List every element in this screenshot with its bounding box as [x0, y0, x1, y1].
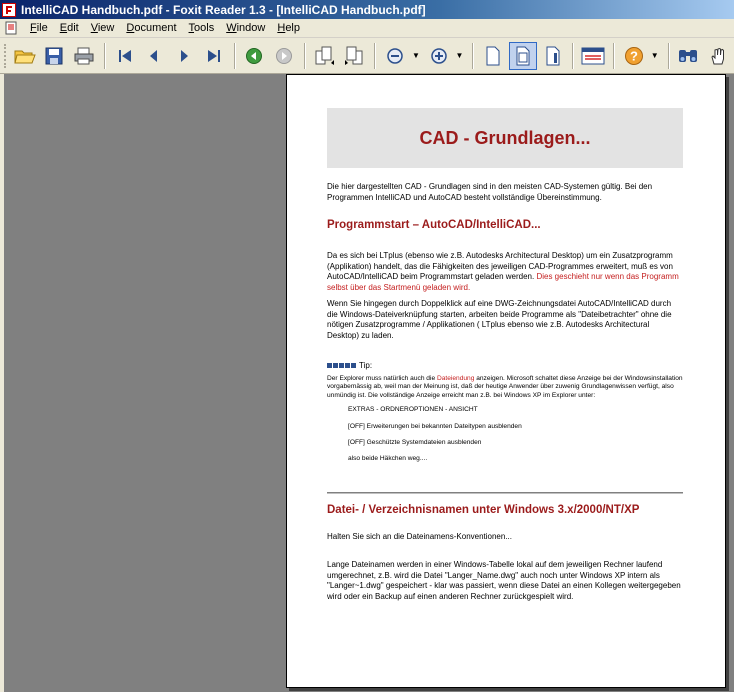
- tip-item-4: also beide Häkchen weg....: [348, 455, 428, 463]
- toolbar-separator: [304, 43, 305, 69]
- last-page-icon: [205, 47, 223, 65]
- rotate-left-icon: [314, 45, 336, 67]
- document-title: CAD - Grundlagen...: [327, 108, 683, 168]
- toolbar-grip[interactable]: [4, 44, 7, 68]
- hand-tool-icon: [709, 46, 727, 66]
- tip-item-1: EXTRAS - ORDNEROPTIONEN - ANSICHT: [348, 406, 478, 414]
- toolbar-separator: [234, 43, 235, 69]
- section-heading-dateinamen: Datei- / Verzeichnisnamen unter Windows 3.x/2000/NT/XP: [327, 503, 640, 516]
- rotate-right-icon: [343, 45, 365, 67]
- programmstart-note: Dies geschieht nur wenn das Programm selbst über das Startmenü geladen wird.: [327, 272, 679, 292]
- menu-bar: [0, 19, 734, 38]
- toolbar-separator: [668, 43, 669, 69]
- previous-page-icon: [145, 47, 163, 65]
- save-icon: [44, 46, 64, 66]
- tip-text-part-1: Der Explorer muss natürlich auch die: [327, 375, 436, 382]
- toolbar-separator: [472, 43, 473, 69]
- window-title: IntelliCAD Handbuch.pdf - Foxit Reader 1.3 - [IntelliCAD Handbuch.pdf]: [21, 2, 426, 17]
- document-viewport[interactable]: [0, 74, 734, 692]
- document-menu-icon[interactable]: [4, 21, 18, 35]
- section-divider: [327, 492, 683, 494]
- menu-tools[interactable]: Tools: [188, 21, 215, 34]
- menu-help[interactable]: Help: [277, 21, 300, 34]
- toolbar-separator: [374, 43, 375, 69]
- programmstart-text: Da es sich bei LTplus (ebenso wie z.B. Autodesks Architectural Desktop) um ein Zusatzprogramm (Applikation) handelt, das die Fähigkeiten des jeweiligen CAD-Programmes erweitert, muß es von AutoCAD/IntelliCAD beim Programmstart geladen werden.: [327, 251, 673, 281]
- print-icon: [73, 46, 95, 66]
- go-forward-icon: [275, 47, 293, 65]
- zoom-in-dropdown[interactable]: ▼: [455, 51, 464, 60]
- toolbar-separator: [613, 43, 614, 69]
- menu-window[interactable]: Window: [226, 21, 266, 34]
- menu-file[interactable]: File: [30, 21, 48, 34]
- tip-item-2: [OFF] Erweiterungen bei bekannten Dateitypen ausblenden: [348, 422, 522, 430]
- continuous-button[interactable]: [509, 42, 537, 70]
- toolbar-separator: [572, 43, 573, 69]
- intro-paragraph: Die hier dargestellten CAD - Grundlagen sind in den meisten CAD-Systemen gültig. Bei den Programmen IntelliCAD und AutoCAD besteht vollständige Übereinstimmung.: [327, 182, 653, 202]
- navigation-panel-edge[interactable]: [0, 74, 4, 692]
- programmstart-paragraph-2: Wenn Sie hingegen durch Doppelklick auf eine DWG-Zeichnungsdatei AutoCAD/IntelliCAD durch die Windows-Dateiverknüpfung starten, arbeiten beide Programme als "Dateibetrachter" ohne die nötigen Zusatzprogramme / Applikationen ( LTplus ebenso wie z.B. Autodesks Architectural Desktop) zu laden.: [327, 299, 672, 340]
- previous-page-button[interactable]: [141, 42, 169, 70]
- menu-view[interactable]: View: [90, 21, 115, 34]
- facing-button[interactable]: [539, 42, 567, 70]
- zoom-in-icon: [430, 47, 448, 65]
- print-button[interactable]: [70, 42, 98, 70]
- fit-width-icon: [581, 46, 605, 66]
- open-icon: [14, 46, 36, 66]
- next-page-icon: [175, 47, 193, 65]
- go-back-button[interactable]: [241, 42, 269, 70]
- first-page-button[interactable]: [111, 42, 139, 70]
- single-page-icon: [484, 45, 502, 67]
- menu-document[interactable]: Document: [126, 21, 177, 34]
- help-icon: [624, 46, 644, 66]
- tip-bullet-icon: [327, 363, 357, 368]
- tip-heading: [327, 361, 683, 370]
- tip-text-part-2: anzeigen. Microsoft schaltet diese Anzeige bei der Windowsinstallation vorgabemässig ab, weil man der Meinung ist, daß der heutige Anwender über zuwenig Grundlagenwissen verfügt, also unmündig ist. Die vollständige Anzeige erreicht man z.B. bei Windows XP im Explorer unter:: [327, 375, 683, 399]
- first-page-icon: [116, 47, 134, 65]
- toolbar-separator: [104, 43, 105, 69]
- svg-text:?: ?: [629, 48, 638, 63]
- fit-width-button[interactable]: [579, 42, 607, 70]
- tip-item-3: [OFF] Geschützte Systemdateien ausblenden: [348, 439, 482, 447]
- tip-text-highlight: Dateiendung: [436, 375, 475, 382]
- menu-edit[interactable]: Edit: [59, 21, 79, 34]
- zoom-out-dropdown[interactable]: ▼: [411, 51, 420, 60]
- rotate-right-button[interactable]: [341, 42, 369, 70]
- tip-label: Tip:: [359, 361, 373, 370]
- programmstart-paragraph-1: [327, 251, 683, 293]
- help-dropdown[interactable]: ▼: [650, 51, 659, 60]
- section-heading-programmstart: Programmstart – AutoCAD/IntelliCAD...: [327, 219, 541, 231]
- facing-icon: [544, 45, 562, 67]
- last-page-button[interactable]: [200, 42, 228, 70]
- go-forward-button[interactable]: [270, 42, 298, 70]
- save-button[interactable]: [41, 42, 69, 70]
- single-page-button[interactable]: [479, 42, 507, 70]
- help-button[interactable]: [620, 42, 648, 70]
- page-content: [327, 108, 683, 602]
- title-bar: [0, 0, 734, 19]
- pdf-page: [286, 74, 726, 688]
- foxit-app-icon[interactable]: [2, 3, 16, 17]
- zoom-out-icon: [386, 47, 404, 65]
- dateinamen-paragraph-2: Lange Dateinamen werden in einer Windows-Tabelle lokal auf dem jeweiligen Rechner laufend umgerechnet, z.B. wird die Datei "Langer_Name.dwg" auch noch unter Windows XP intern als "Langer~1.dwg" gespeichert - klar was passiert, wenn diese Datei an einen Kollegen weitergegeben wird oder ein Backup auf einen anderen Rechner zurückgespielt wird.: [327, 560, 681, 601]
- open-button[interactable]: [11, 42, 39, 70]
- find-icon: [677, 46, 699, 66]
- zoom-in-button[interactable]: [425, 42, 453, 70]
- tip-text: [327, 375, 683, 400]
- rotate-left-button[interactable]: [311, 42, 339, 70]
- continuous-icon: [514, 45, 532, 67]
- go-back-icon: [245, 47, 263, 65]
- next-page-button[interactable]: [170, 42, 198, 70]
- zoom-out-button[interactable]: [381, 42, 409, 70]
- hand-tool-button[interactable]: [704, 42, 732, 70]
- find-button[interactable]: [675, 42, 703, 70]
- toolbar: [0, 38, 734, 74]
- dateinamen-paragraph-1: Halten Sie sich an die Dateinamens-Konventionen...: [327, 531, 512, 541]
